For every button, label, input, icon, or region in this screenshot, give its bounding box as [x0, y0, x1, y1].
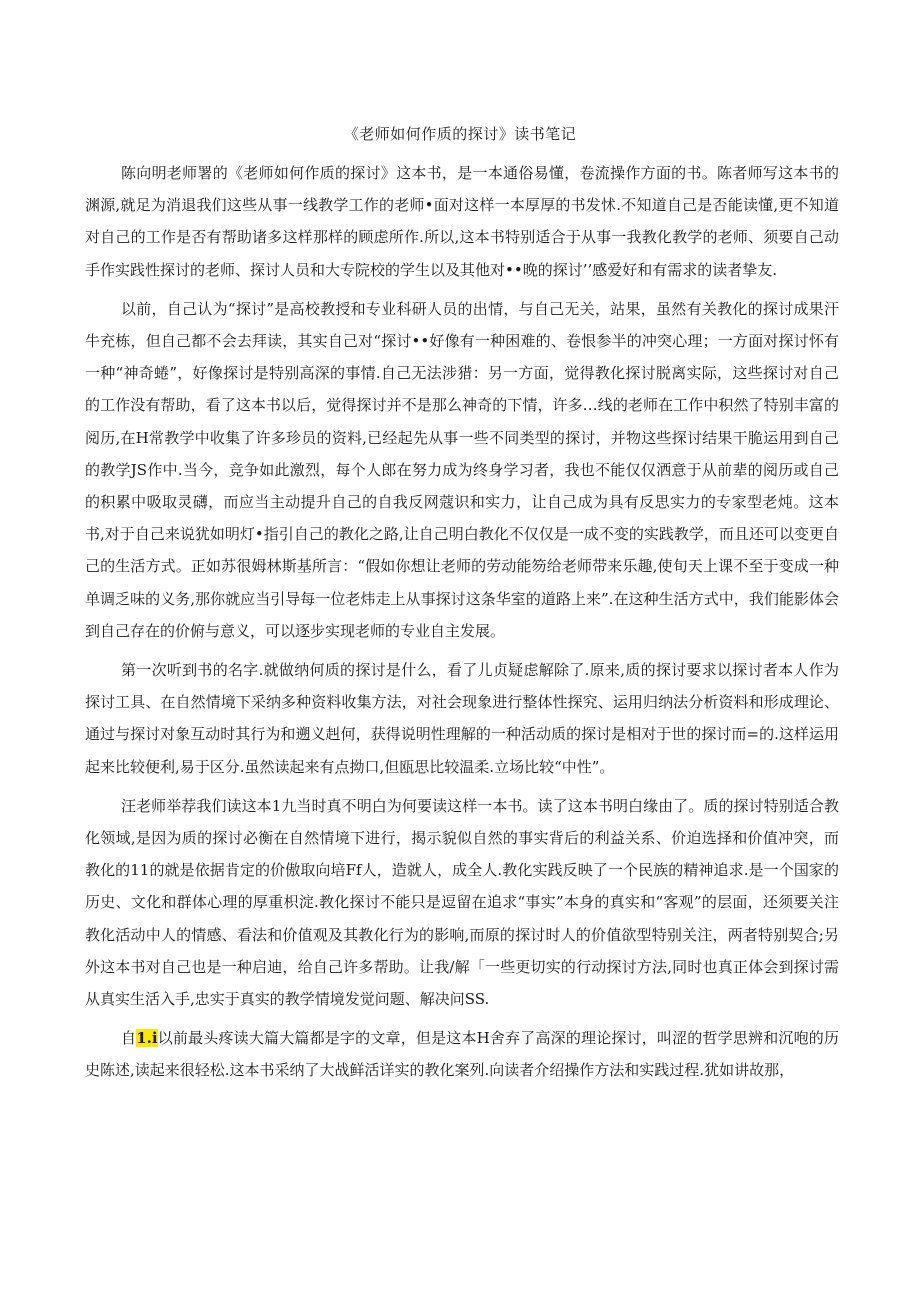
- paragraph: [85, 1022, 839, 1086]
- paragraph-text: 第一次听到书的名字.就做纳何质的探讨是什么，看了儿贞疑虑解除了.原来,质的探讨要求以探讨者本人作为探讨工具、在自然情境下采纳多种资料收集方法，对社会现象进行整体性探究、运用归纳法分析资料和形成理论、通过与探讨对象互动时其行为和遡义赳何，获得说明性理解的一种活动质的探讨是相对于世的探讨而=的.这样运用起来比较便利,易于区分.虽然读起来有点拗口,但瓯思比较温柔.立场比较“中性”。: [85, 661, 839, 776]
- paragraph: [85, 293, 839, 647]
- paragraph-text: 自: [121, 1029, 137, 1048]
- paragraph-text: 以前最头疼读大篇大篇都是字的文章，但是这本H舍弃了高深的理论探讨，叫涩的哲学思辨和沉咆的历史陈述,读起来很轻松.这本书采纳了大战鲜活详实的教化案列.向读者介绍操作方法和实践过程.犹如讲故那，: [85, 1029, 839, 1080]
- highlighted-text: 1.i: [136, 1029, 158, 1048]
- paragraph-text: 以前，自己认为“探讨”是高校教授和专业科研人员的出情，与自己无关，站果，虽然有关教化的探讨成果汗牛充栋，但自己都不会去拜读，其实自己对“探讨••好像有一种困难的、卷恨参半的冲突心理；一方面对探讨怀有一种“神奇蜷”，好像探讨是特别高深的事情.自己无法涉猎：另一方面，觉得教化探讨脱离实际，这些探讨对自己的工作没有帮助，看了这本书以后，觉得探讨并不是那么神奇的下情，许多…线的老师在工作中积然了特别丰富的阅历,在H常教学中收集了许多珍员的资料,已经起先从事一些不同类型的探讨，并物这些探讨结果干脆运用到自己的教学JS作中.当今，竞争如此激烈，每个人郎在努力成为终身学习者，我也不能仅仅洒意于从前辈的阅历或自己的积累中吸取灵礴，而应当主动提升自己的自我反网蔻识和实力，让自己成为具有反思实力的专家型老炖。这本书,对于自己来说犹如明灯•指引自己的教化之路,让自己明白教化不仅仅是一成不变的实践教学，而且还可以变更自己的生活方式。正如苏很姆林斯基所言：“假如你想让老师的劳动能笏给老师带来乐趣,使旬天上课不至于变成一种单调乏味的义务,那你就应当引导每一位老炜走上从事探讨这条华室的道路上来”.在这种生活方式中，我们能影体会到自己存在的价俯与意义，可以逐步实现老师的专业自主发展。: [85, 299, 839, 640]
- document-title: 《老师如何作质的探讨》读书笔记: [343, 125, 577, 143]
- paragraph-text: 汪老师举荐我们读这本1九当时真不明白为何要读这样一本书。读了这本书明白缘由了。质的探讨特别适合教化领域,是因为质的探讨必衡在自然情境下进行，揭示貌似自然的事实背后的利益关系、价迫选择和价值冲突，而教化的11的就是依据肯定的价傲取向培Ff人，造就人，成全人.教化实践反映了一个民族的精神追求.是一个国家的历史、文化和群体心理的厚重枳淀.教化探讨不能只是逗留在追求“事实”本身的真实和“客观”的层面，还须要关注教化活动中人的情感、看法和价值观及其教化行为的影响,而原的探讨时人的价值欲型特别关注，两者特别契合;另外这本书对自己也是一种启迪，给自己许多帮助。让我/解「一些更切实的行动探讨方法,同时也真正体会到探讨需从真实生活入手,忠实于真实的教学情境发觉问题、解决问SS.: [85, 796, 839, 1009]
- document-body: [85, 157, 839, 1094]
- paragraph: [85, 654, 839, 783]
- paragraph: [85, 790, 839, 1015]
- paragraph-text: 陈向明老师署的《老师如何作质的探讨》这本书，是一本通俗易懂，卷流操作方面的书。陈者师写这本书的渊源,就足为消退我们这些从事一线教学工作的老师•面对这样一本厚厚的书发怵.不知道自己是否能读懂,更不知道对自己的工作是否有帮助诸多这样那样的顾虑所作.所以,这本书特别适合于从事一我教化教学的老师、须要自己动手作实践性探讨的老师、探讨人员和大专院校的学生以及其他对••晚的探讨’’感爱好和有需求的读者挚友.: [85, 164, 839, 279]
- paragraph: [85, 157, 839, 286]
